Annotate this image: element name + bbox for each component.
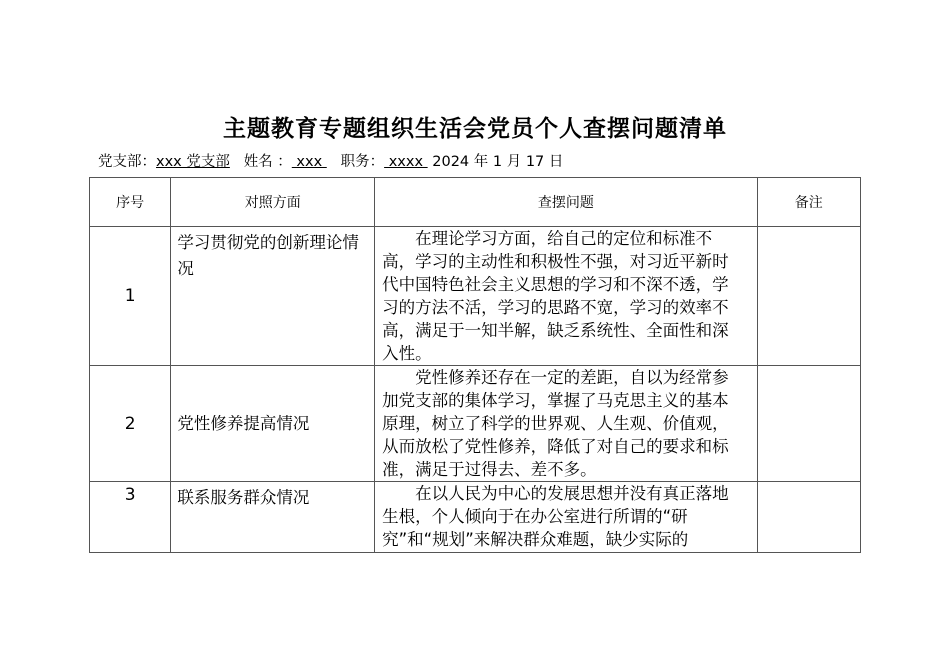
- header-aspect: 对照方面: [171, 178, 375, 227]
- row-note: [757, 482, 860, 553]
- row-issue-cell: [375, 482, 757, 553]
- row-aspect: 学习贯彻党的创新理论情况: [171, 227, 375, 366]
- name-value: xxx: [291, 154, 327, 170]
- header-row: [90, 178, 861, 227]
- header-no: 序号: [90, 178, 171, 227]
- document-title: 主题教育专题组织生活会党员个人查摆问题清单: [223, 116, 727, 142]
- row-aspect: 联系服务群众情况: [171, 482, 375, 553]
- row-note: [757, 227, 860, 366]
- header-issue: 查摆问题: [375, 178, 757, 227]
- row-number: 3: [90, 482, 171, 553]
- date: 2024 年 1 月 17 日: [432, 154, 564, 170]
- row-number: 1: [90, 227, 171, 366]
- position-label: 职务：: [340, 154, 385, 170]
- header-note: 备注: [757, 178, 860, 227]
- table-row: [90, 227, 861, 366]
- position-value: xxxx: [384, 154, 428, 170]
- table-row: [90, 366, 861, 482]
- row-note: [757, 366, 860, 482]
- row-issue: 在以人民为中心的发展思想并没有真正落地生根，个人倾向于在办公室进行所谓的“研究”和“规划”来解决群众难题，缺少实际的: [382, 484, 729, 548]
- row-number: 2: [90, 366, 171, 482]
- branch-label: 党支部：: [98, 154, 156, 170]
- row-issue: 在理论学习方面，给自己的定位和标准不高，学习的主动性和积极性不强，对习近平新时代中国特色社会主义思想的学习和不深不透，学习的方法不活，学习的思路不宽，学习的效率不高，满足于一知半解，缺乏系统性、全面性和深入性。: [375, 227, 757, 366]
- row-issue: 党性修养还存在一定的差距，自以为经常参加党支部的集体学习，掌握了马克思主义的基本原理，树立了科学的世界观、人生观、价值观，从而放松了党性修养，降低了对自己的要求和标准，满足于过得去、差不多。: [375, 366, 757, 482]
- meta-line: [98, 150, 563, 171]
- row-aspect: 党性修养提高情况: [171, 366, 375, 482]
- issue-table: [89, 177, 861, 553]
- table-row: [90, 482, 861, 553]
- name-label: 姓名 ：: [243, 154, 292, 170]
- branch-value: xxx 党支部: [156, 154, 230, 170]
